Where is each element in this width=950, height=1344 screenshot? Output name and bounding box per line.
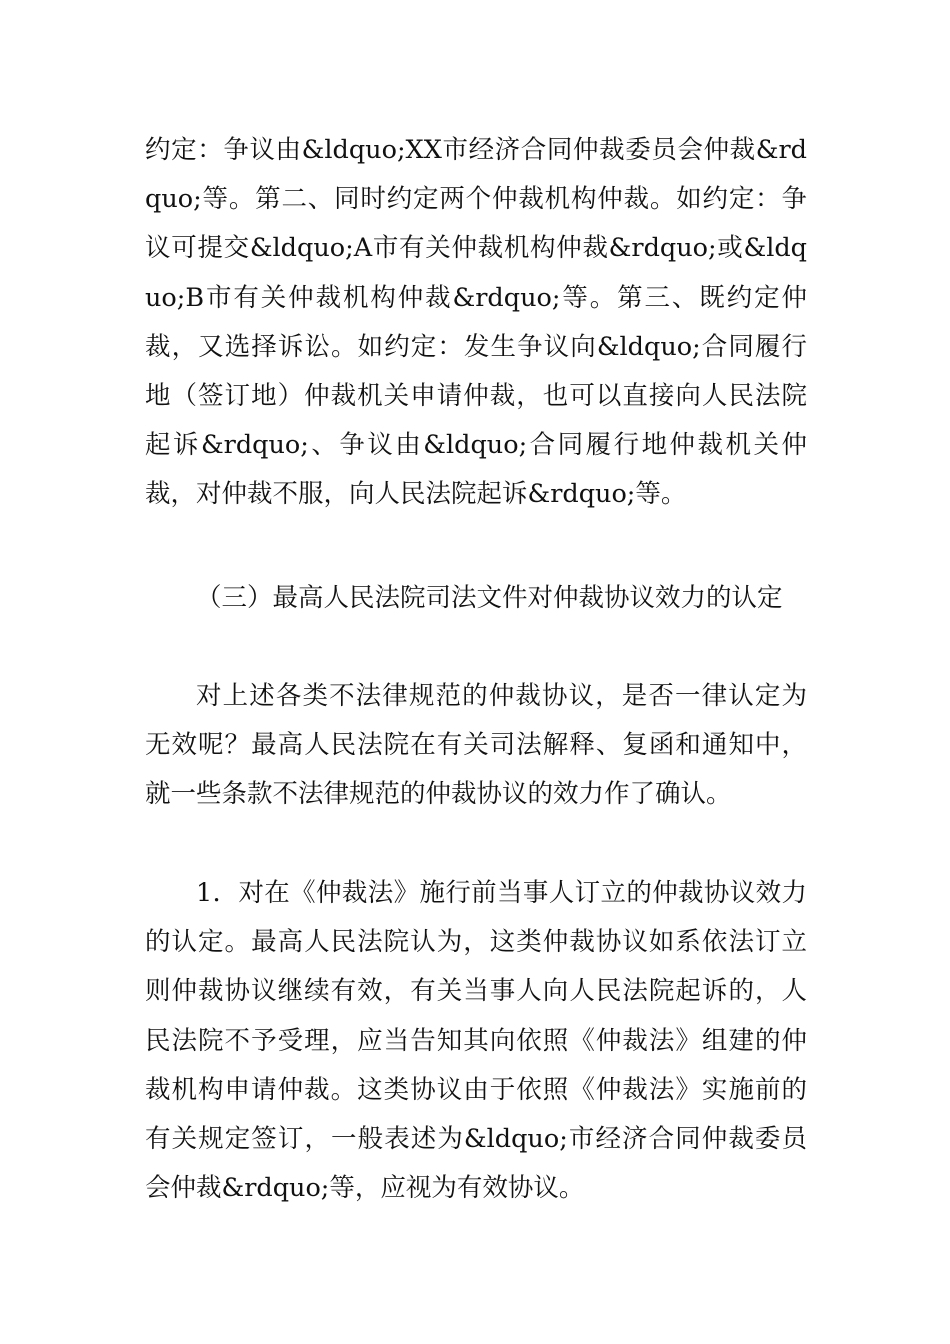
paragraph-item-1: 1．对在《仲裁法》施行前当事人订立的仲裁协议效力的认定。最高人民法院认为，这类仲裁协议如系依法订立则仲裁协议继续有效，有关当事人向人民法院起诉的，人民法院不予受理，应当告知其向依照《仲裁法》组建的仲裁机构申请仲裁。这类协议由于依照《仲裁法》实施前的有关规定签订，一般表述为&ldquo;市经济合同仲裁委员会仲裁&rdquo;等，应视为有效协议。: [145, 878, 807, 1204]
paragraph-validity-question: 对上述各类不法律规范的仲裁协议，是否一律认定为无效呢？最高人民法院在有关司法解释、复函和通知中，就一些条款不法律规范的仲裁协议的效力作了确认。: [145, 681, 807, 810]
paragraph-continuation: 约定：争议由&ldquo;XX市经济合同仲裁委员会仲裁&rdquo;等。第二、同时约定两个仲裁机构仲裁。如约定：争议可提交&ldquo;A市有关仲裁机构仲裁&rdquo;或&ldquo;B市有关仲裁机构仲裁&rdquo;等。第三、既约定仲裁，又选择诉讼。如约定：发生争议向&ldquo;合同履行地（签订地）仲裁机关申请仲裁，也可以直接向人民法院起诉&rdquo;、争议由&ldquo;合同履行地仲裁机关仲裁，对仲裁不服，向人民法院起诉&rdquo;等。: [145, 135, 807, 510]
section-heading: （三）最高人民法院司法文件对仲裁协议效力的认定: [196, 583, 783, 613]
